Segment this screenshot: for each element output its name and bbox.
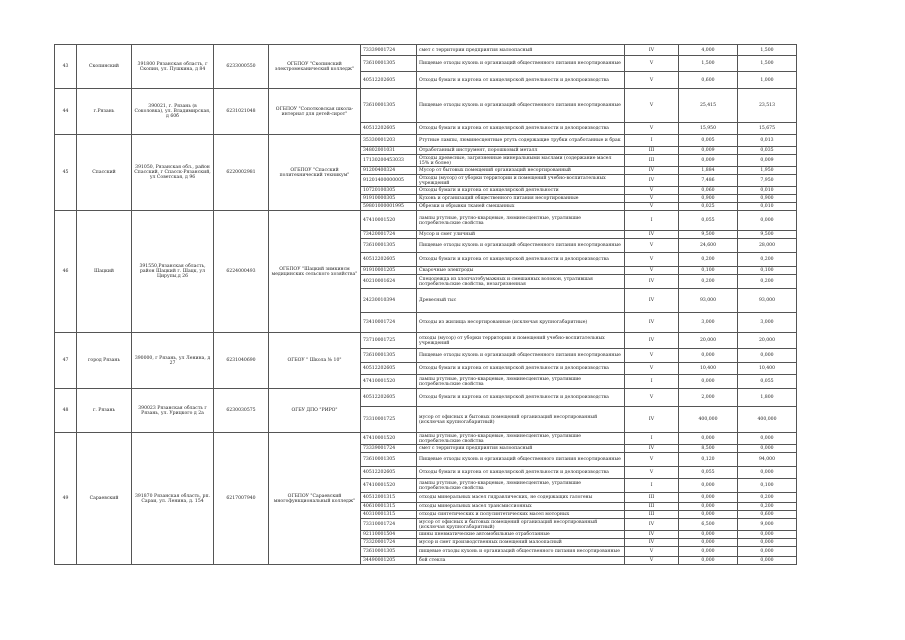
amount-transferred-cell: 0,000 xyxy=(738,531,797,539)
hazard-class-cell: IV xyxy=(625,231,679,239)
hazard-class-cell: V xyxy=(625,467,679,479)
waste-code-cell: 17130200453033 xyxy=(361,155,417,167)
organization-cell: ОГБУ ДПО "РИРО" xyxy=(269,389,361,433)
waste-name-cell: мусор и смет производственных помещений малоопасный xyxy=(417,539,625,547)
waste-name-cell: шины пневматические автомобильные отработанные xyxy=(417,531,625,539)
waste-code-cell: 91910001205 xyxy=(361,267,417,275)
organization-cell: ОГБПОУ "Сопотковская школа-интернат для детей-сирот" xyxy=(269,89,361,135)
organization-cell: ОГБПОУ "Сараевский многофункциональный колледж" xyxy=(269,433,361,565)
amount-transferred-cell: 0,600 xyxy=(738,511,797,519)
amount-transferred-cell: 0,000 xyxy=(738,445,797,453)
hazard-class-cell: III xyxy=(625,147,679,155)
waste-name-cell: Ртутные лампы, люминесцентные ртуть содержащие трубки отработанные и брак xyxy=(417,135,625,147)
amount-generated-cell: 0,055 xyxy=(679,211,738,231)
table-row xyxy=(55,89,797,123)
hazard-class-cell: IV xyxy=(625,445,679,453)
hazard-class-cell: V xyxy=(625,557,679,565)
amount-generated-cell: 3,000 xyxy=(679,313,738,333)
address-cell: 390021, г. Рязань (в Соколовка), ул. Владимирская, д 60б xyxy=(132,89,214,135)
amount-generated-cell: 0,900 xyxy=(679,195,738,203)
amount-generated-cell: 7,486 xyxy=(679,175,738,187)
amount-generated-cell: 24,600 xyxy=(679,239,738,253)
amount-generated-cell: 0,000 xyxy=(679,531,738,539)
amount-transferred-cell: 0,010 xyxy=(738,203,797,211)
waste-name-cell: Древесный тыс xyxy=(417,289,625,313)
amount-transferred-cell: 0,200 xyxy=(738,503,797,511)
amount-generated-cell: 20,000 xyxy=(679,333,738,349)
waste-code-cell: 92110001504 xyxy=(361,531,417,539)
waste-code-cell: 40610001315 xyxy=(361,503,417,511)
amount-generated-cell: 0,000 xyxy=(679,557,738,565)
table-row xyxy=(55,45,797,56)
amount-transferred-cell: 0,200 xyxy=(738,275,797,289)
hazard-class-cell: V xyxy=(625,123,679,135)
hazard-class-cell: IV xyxy=(625,289,679,313)
waste-code-cell: 73610001305 xyxy=(361,547,417,557)
hazard-class-cell: V xyxy=(625,453,679,467)
waste-name-cell: Обрезки и обрывки тканей смешанных xyxy=(417,203,625,211)
organization-cell: ОГБПОУ "Спасский политехнический техникум" xyxy=(269,135,361,211)
amount-transferred-cell: 0,000 xyxy=(738,467,797,479)
waste-code-cell: 73310001725 xyxy=(361,407,417,433)
hazard-class-cell: V xyxy=(625,267,679,275)
waste-code-cell: 73710001725 xyxy=(361,333,417,349)
waste-code-cell: 73610001305 xyxy=(361,239,417,253)
amount-generated-cell: 0,000 xyxy=(679,503,738,511)
waste-name-cell: Отходы бумаги и картона от канцелярской деятельности и делопроизводства xyxy=(417,72,625,89)
amount-transferred-cell: 10,400 xyxy=(738,363,797,375)
waste-name-cell: лампы ртутные, ртутно-кварцевые, люминесцентные, утратившие потребительские свойства xyxy=(417,211,625,231)
waste-code-cell: 34490001205 xyxy=(361,557,417,565)
district-cell: г.Рязань xyxy=(77,89,132,135)
waste-code-cell: 40512001315 xyxy=(361,493,417,503)
row-number-cell: 45 xyxy=(55,135,77,211)
waste-code-cell: 40512202605 xyxy=(361,363,417,375)
hazard-class-cell: IV xyxy=(625,275,679,289)
table-row xyxy=(55,389,797,407)
address-cell: 391550,Рязанская область, район Шацкий г. Шацк, ул Цирупы,д 26 xyxy=(132,211,214,333)
amount-transferred-cell: 0,000 xyxy=(738,433,797,445)
hazard-class-cell: IV xyxy=(625,407,679,433)
waste-code-cell: 40512202605 xyxy=(361,467,417,479)
waste-code-cell: 73610001305 xyxy=(361,349,417,363)
waste-code-cell: 24230010394 xyxy=(361,289,417,313)
amount-transferred-cell: 0,900 xyxy=(738,195,797,203)
inn-cell: 6220002981 xyxy=(214,135,269,211)
amount-transferred-cell: 20,000 xyxy=(738,333,797,349)
waste-code-cell: 40512202605 xyxy=(361,389,417,407)
waste-name-cell: Отходы бумаги и картона от канцелярской деятельности и делопроизводства xyxy=(417,363,625,375)
waste-name-cell: лампы ртутные, ртутно-кварцевые, люминесцентные, утратившие потребительские свойства xyxy=(417,479,625,493)
address-cell: 391870 Рязанская область, рп. Сараи, ул. Ленина, д. 154 xyxy=(132,433,214,565)
amount-generated-cell: 0,000 xyxy=(679,349,738,363)
amount-generated-cell: 0,005 xyxy=(679,135,738,147)
amount-generated-cell: 0,000 xyxy=(679,479,738,493)
hazard-class-cell: IV xyxy=(625,519,679,531)
amount-generated-cell: 400,000 xyxy=(679,407,738,433)
waste-code-cell: 91201400000005 xyxy=(361,175,417,187)
amount-generated-cell: 0,100 xyxy=(679,267,738,275)
waste-name-cell: Спецодежда из хлопчатобумажных и смешанных волокон, утратившая потребительские свойства, незагрязненная xyxy=(417,275,625,289)
hazard-class-cell: V xyxy=(625,89,679,123)
hazard-class-cell: IV xyxy=(625,313,679,333)
amount-generated-cell: 93,000 xyxy=(679,289,738,313)
waste-code-cell: 59801000001995 xyxy=(361,203,417,211)
waste-code-cell: 47410001520 xyxy=(361,433,417,445)
inn-cell: 6233000550 xyxy=(214,45,269,89)
waste-code-cell: 35330001203 xyxy=(361,135,417,147)
waste-name-cell: Отходы бумаги и картона от канцелярской деятельности и делопроизводства xyxy=(417,389,625,407)
hazard-class-cell: III xyxy=(625,511,679,519)
organization-cell: ОГБПОУ "Шацкий зимкинсм медицинских сельского хозяйства" xyxy=(269,211,361,333)
waste-name-cell: отходы (мусор) от уборки территории и помещений учебно-воспитательных учреждений xyxy=(417,333,625,349)
waste-code-cell: 91910000305 xyxy=(361,195,417,203)
waste-name-cell: Отходы (мусор) от уборки территории и помещений учебно-воспитательных учреждений xyxy=(417,175,625,187)
amount-transferred-cell: 1,500 xyxy=(738,45,797,56)
amount-generated-cell: 0,025 xyxy=(679,203,738,211)
waste-name-cell: смет с территории предприятия малоопасный xyxy=(417,445,625,453)
hazard-class-cell: IV xyxy=(625,333,679,349)
waste-name-cell: мусор от офисных и бытовых помещений организаций несортированный (исключая крупногабаритный) xyxy=(417,519,625,531)
hazard-class-cell: V xyxy=(625,72,679,89)
waste-code-cell: 40210001624 xyxy=(361,275,417,289)
amount-transferred-cell: 9,500 xyxy=(738,231,797,239)
amount-generated-cell: 0,200 xyxy=(679,253,738,267)
waste-code-cell: 40512202605 xyxy=(361,72,417,89)
waste-name-cell: пищевые отходы кухонь и организаций общественного питания несортированные xyxy=(417,547,625,557)
hazard-class-cell: I xyxy=(625,433,679,445)
table-row xyxy=(55,433,797,445)
hazard-class-cell: V xyxy=(625,56,679,72)
amount-generated-cell: 0,009 xyxy=(679,155,738,167)
hazard-class-cell: V xyxy=(625,547,679,557)
amount-transferred-cell: 0,009 xyxy=(738,155,797,167)
amount-transferred-cell: 0,100 xyxy=(738,267,797,275)
waste-code-cell: 73339001724 xyxy=(361,45,417,56)
waste-name-cell: Отходы древесные, загрязненные минеральными маслами (содержание масел 15% и более) xyxy=(417,155,625,167)
district-cell: город Рязань xyxy=(77,333,132,389)
hazard-class-cell: IV xyxy=(625,539,679,547)
amount-transferred-cell: 28,000 xyxy=(738,239,797,253)
hazard-class-cell: V xyxy=(625,349,679,363)
amount-generated-cell: 0,000 xyxy=(679,493,738,503)
district-cell: Спасский xyxy=(77,135,132,211)
hazard-class-cell: I xyxy=(625,375,679,389)
waste-code-cell: 73320001724 xyxy=(361,539,417,547)
row-number-cell: 48 xyxy=(55,389,77,433)
waste-code-cell: 47410001520 xyxy=(361,479,417,493)
hazard-class-cell: III xyxy=(625,503,679,511)
amount-transferred-cell: 0,200 xyxy=(738,253,797,267)
amount-generated-cell: 0,000 xyxy=(679,511,738,519)
waste-name-cell: Отходы бумаги и картона от канцелярской деятельности xyxy=(417,187,625,195)
amount-transferred-cell: 0,000 xyxy=(738,211,797,231)
district-cell: г. Рязань xyxy=(77,389,132,433)
waste-code-cell: 73610001305 xyxy=(361,453,417,467)
hazard-class-cell: V xyxy=(625,203,679,211)
amount-transferred-cell: 15,675 xyxy=(738,123,797,135)
hazard-class-cell: III xyxy=(625,155,679,167)
waste-code-cell: 34802001031 xyxy=(361,147,417,155)
waste-name-cell: отходы минеральных масел трансмиссионных xyxy=(417,503,625,511)
amount-transferred-cell: 1,500 xyxy=(738,56,797,72)
hazard-class-cell: IV xyxy=(625,531,679,539)
amount-generated-cell: 8,500 xyxy=(679,445,738,453)
waste-code-cell: 73310001724 xyxy=(361,519,417,531)
waste-name-cell: Мусор от бытовых помещений организаций несортированный xyxy=(417,167,625,175)
hazard-class-cell: III xyxy=(625,493,679,503)
amount-transferred-cell: 3,000 xyxy=(738,313,797,333)
amount-generated-cell: 1,500 xyxy=(679,56,738,72)
district-cell: Скопинский xyxy=(77,45,132,89)
amount-generated-cell: 0,600 xyxy=(679,72,738,89)
district-cell: Шацкий xyxy=(77,211,132,333)
amount-generated-cell: 0,009 xyxy=(679,147,738,155)
amount-transferred-cell: 7,950 xyxy=(738,175,797,187)
hazard-class-cell: I xyxy=(625,211,679,231)
amount-generated-cell: 10,400 xyxy=(679,363,738,375)
waste-report-table xyxy=(54,44,797,565)
amount-generated-cell: 15,950 xyxy=(679,123,738,135)
waste-name-cell: Отработанный инструмент, порошковый металл xyxy=(417,147,625,155)
waste-name-cell: Пищевые отходы кухонь и организаций общественного питания несортированные xyxy=(417,453,625,467)
amount-transferred-cell: 0,000 xyxy=(738,349,797,363)
waste-name-cell: лампы ртутные, ртутно-кварцевые, люминесцентные, утратившие потребительские свойства xyxy=(417,375,625,389)
waste-name-cell: Отходы бумаги и картона от канцелярской деятельности и делопроизводства xyxy=(417,123,625,135)
hazard-class-cell: IV xyxy=(625,45,679,56)
amount-transferred-cell: 400,000 xyxy=(738,407,797,433)
inn-cell: 6231021048 xyxy=(214,89,269,135)
amount-transferred-cell: 0,200 xyxy=(738,493,797,503)
waste-name-cell: бой стекла xyxy=(417,557,625,565)
amount-generated-cell: 0,060 xyxy=(679,187,738,195)
amount-transferred-cell: 0,000 xyxy=(738,547,797,557)
waste-code-cell: 73410001724 xyxy=(361,313,417,333)
waste-name-cell: Пищевые отходы кухонь и организаций общественного питания несортированные xyxy=(417,239,625,253)
amount-transferred-cell: 0,000 xyxy=(738,539,797,547)
amount-generated-cell: 0,000 xyxy=(679,539,738,547)
inn-cell: 6231040690 xyxy=(214,333,269,389)
inn-cell: 6230030575 xyxy=(214,389,269,433)
waste-name-cell: Пищевые отходы кухонь и организаций общественного питания несортированные xyxy=(417,56,625,72)
waste-code-cell: 73339001724 xyxy=(361,445,417,453)
inn-cell: 6224000493 xyxy=(214,211,269,333)
waste-name-cell: Отходы из жилища несортированные (исключая крупногабаритные) xyxy=(417,313,625,333)
waste-code-cell: 73610001305 xyxy=(361,56,417,72)
row-number-cell: 46 xyxy=(55,211,77,333)
amount-generated-cell: 0,000 xyxy=(679,375,738,389)
hazard-class-cell: V xyxy=(625,389,679,407)
amount-transferred-cell: 0,010 xyxy=(738,187,797,195)
hazard-class-cell: IV xyxy=(625,167,679,175)
organization-cell: ОГБПОУ "Скопинский электромеханический колледж" xyxy=(269,45,361,89)
amount-transferred-cell: 1,000 xyxy=(738,72,797,89)
amount-generated-cell: 0,000 xyxy=(679,433,738,445)
waste-name-cell: Отходы бумаги и картона от канцелярской деятельности и делопроизводства xyxy=(417,467,625,479)
waste-name-cell: отходы синтетических и полусинтетических масел моторных xyxy=(417,511,625,519)
table-row xyxy=(55,333,797,349)
row-number-cell: 43 xyxy=(55,45,77,89)
row-number-cell: 44 xyxy=(55,89,77,135)
inn-cell: 6217007940 xyxy=(214,433,269,565)
hazard-class-cell: IV xyxy=(625,175,679,187)
amount-transferred-cell: 94,000 xyxy=(738,453,797,467)
waste-code-cell: 73420001724 xyxy=(361,231,417,239)
waste-name-cell: Кухонь и организаций общественного питания несортированные xyxy=(417,195,625,203)
hazard-class-cell: V xyxy=(625,239,679,253)
waste-code-cell: 47410001520 xyxy=(361,375,417,389)
district-cell: Сараевский xyxy=(77,433,132,565)
waste-name-cell: Пищевые отходы кухонь и организаций общественного питания несортированные xyxy=(417,89,625,123)
waste-code-cell: 40512202605 xyxy=(361,123,417,135)
amount-generated-cell: 0,000 xyxy=(679,547,738,557)
hazard-class-cell: V xyxy=(625,363,679,375)
address-cell: 391800 Рязанская область, г Скопин, ул. Пушкина, д 84 xyxy=(132,45,214,89)
amount-transferred-cell: 0,035 xyxy=(738,147,797,155)
amount-generated-cell: 9,500 xyxy=(679,231,738,239)
row-number-cell: 47 xyxy=(55,333,77,389)
amount-generated-cell: 1,884 xyxy=(679,167,738,175)
amount-transferred-cell: 0,013 xyxy=(738,135,797,147)
amount-generated-cell: 0,055 xyxy=(679,467,738,479)
waste-code-cell: 40310001315 xyxy=(361,511,417,519)
waste-name-cell: Сварочные электроды xyxy=(417,267,625,275)
amount-transferred-cell: 1,950 xyxy=(738,167,797,175)
waste-code-cell: 40512202605 xyxy=(361,253,417,267)
table-row xyxy=(55,211,797,231)
amount-transferred-cell: 1,800 xyxy=(738,389,797,407)
organization-cell: ОГБОУ " Школа № 10" xyxy=(269,333,361,389)
hazard-class-cell: V xyxy=(625,195,679,203)
table-body xyxy=(55,45,797,565)
hazard-class-cell: I xyxy=(625,479,679,493)
amount-generated-cell: 4,000 xyxy=(679,45,738,56)
waste-name-cell: лампы ртутные, ртутно-кварцевые, люминесцентные, утратившие потребительские свойства xyxy=(417,433,625,445)
waste-name-cell: смет с территории предприятия малоопасный xyxy=(417,45,625,56)
address-cell: 390000, г Рязань, ул Ленина, д 27 xyxy=(132,333,214,389)
amount-generated-cell: 6,500 xyxy=(679,519,738,531)
amount-transferred-cell: 0,000 xyxy=(738,557,797,565)
amount-generated-cell: 2,000 xyxy=(679,389,738,407)
waste-code-cell: 73610001305 xyxy=(361,89,417,123)
hazard-class-cell: V xyxy=(625,187,679,195)
amount-transferred-cell: 0,100 xyxy=(738,479,797,493)
waste-name-cell: Пищевые отходы кухонь и организаций общественного питания несортированные xyxy=(417,349,625,363)
amount-generated-cell: 0,200 xyxy=(679,275,738,289)
waste-code-cell: 10720100305 xyxy=(361,187,417,195)
hazard-class-cell: I xyxy=(625,135,679,147)
amount-transferred-cell: 0,055 xyxy=(738,375,797,389)
address-cell: 390023 Рязанская область г Рязань, ул. Урицкого д 2а xyxy=(132,389,214,433)
table-row xyxy=(55,135,797,147)
amount-transferred-cell: 93,000 xyxy=(738,289,797,313)
amount-generated-cell: 25,415 xyxy=(679,89,738,123)
waste-name-cell: мусор от офисных и бытовых помещений организаций несортированный (исключая крупногабаритный) xyxy=(417,407,625,433)
amount-generated-cell: 0,120 xyxy=(679,453,738,467)
amount-transferred-cell: 23,513 xyxy=(738,89,797,123)
waste-code-cell: 47410001520 xyxy=(361,211,417,231)
amount-transferred-cell: 9,000 xyxy=(738,519,797,531)
hazard-class-cell: V xyxy=(625,253,679,267)
row-number-cell: 49 xyxy=(55,433,77,565)
waste-name-cell: отходы минеральных масел гидравлических, не содержащих галогены xyxy=(417,493,625,503)
waste-name-cell: Мусор и смет уличный xyxy=(417,231,625,239)
waste-code-cell: 91200400324 xyxy=(361,167,417,175)
waste-name-cell: Отходы бумаги и картона от канцелярской деятельности и делопроизводства xyxy=(417,253,625,267)
address-cell: 391050, Рязанская обл., район Спасский, г Спасск-Рязанский, ул Советская, д 96 xyxy=(132,135,214,211)
